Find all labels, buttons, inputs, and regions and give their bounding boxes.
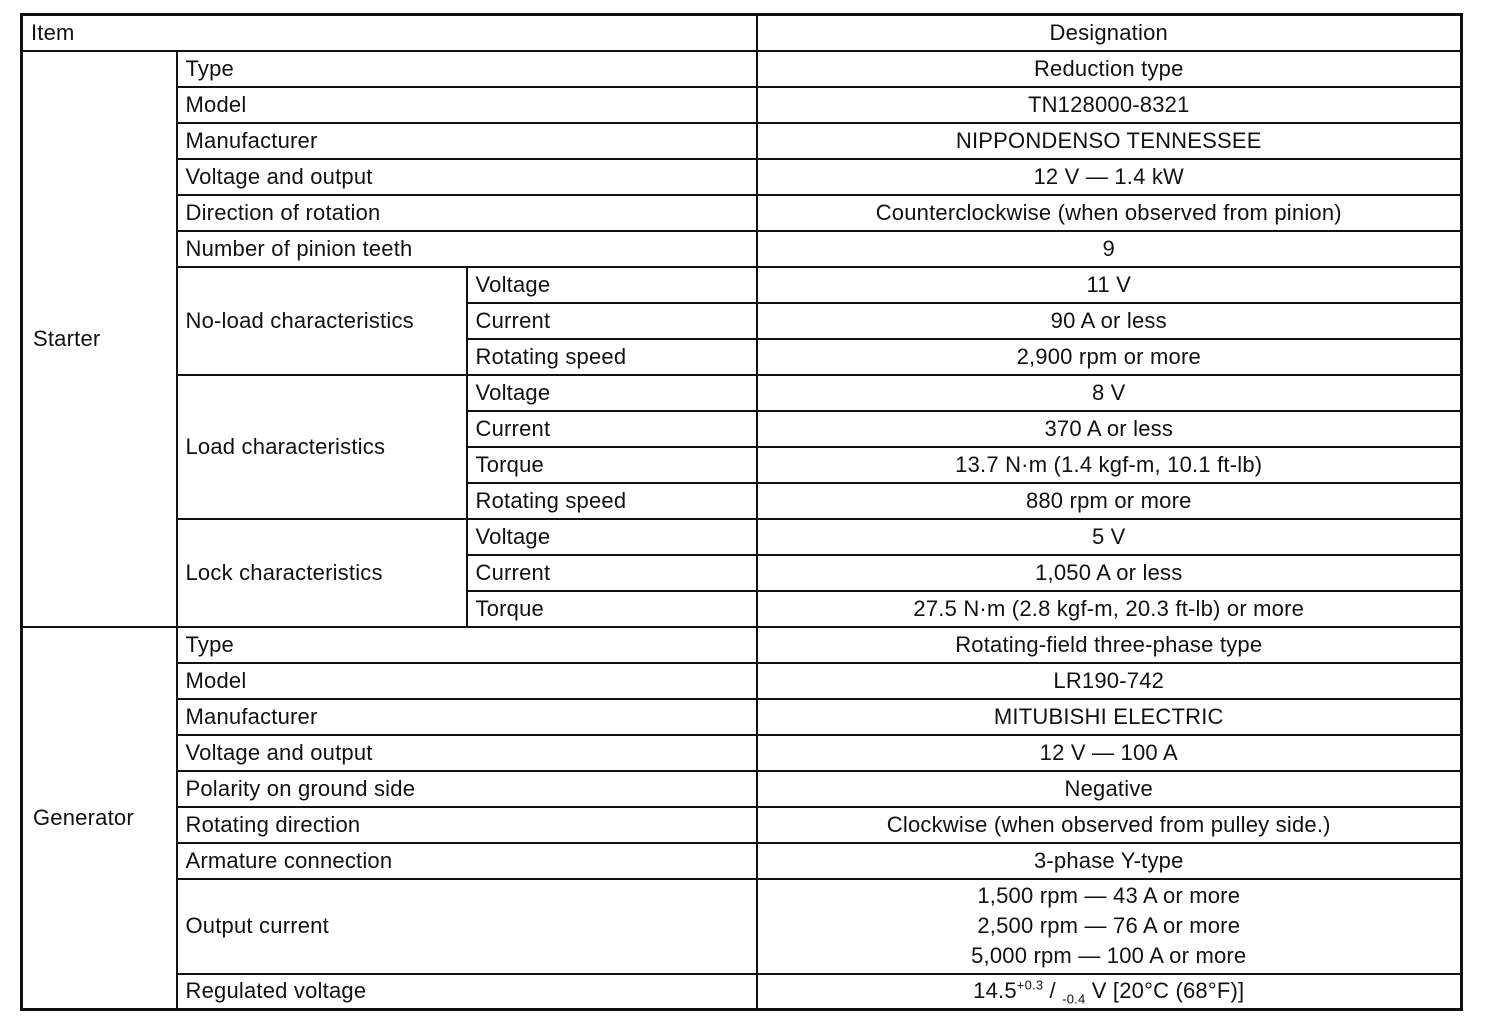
- row-value: TN128000-8321: [757, 87, 1462, 123]
- row-value: 5 V: [757, 519, 1462, 555]
- sub-row-label: Current: [467, 303, 757, 339]
- row-value: 90 A or less: [757, 303, 1462, 339]
- sub-row-label: Current: [467, 411, 757, 447]
- header-row: [22, 15, 1462, 51]
- row-value: Negative: [757, 771, 1462, 807]
- row-value: LR190-742: [757, 663, 1462, 699]
- row-value: 12 V — 100 A: [757, 735, 1462, 771]
- row-value: MITUBISHI ELECTRIC: [757, 699, 1462, 735]
- row-label: Rotating direction: [177, 807, 757, 843]
- lock-characteristics-label: Lock characteristics: [177, 519, 467, 627]
- regulated-voltage-tolerance-plus: +0.3: [1016, 977, 1044, 993]
- table-row: [22, 267, 1462, 303]
- table-row: [22, 195, 1462, 231]
- row-value: 880 rpm or more: [757, 483, 1462, 519]
- row-label: Armature connection: [177, 843, 757, 879]
- row-value: 2,900 rpm or more: [757, 339, 1462, 375]
- row-value: Reduction type: [757, 51, 1462, 87]
- specifications-table: [20, 13, 1463, 1011]
- no-load-characteristics-label: No-load characteristics: [177, 267, 467, 375]
- output-current-line: 5,000 rpm — 100 A or more: [971, 943, 1247, 968]
- table-row: [22, 519, 1462, 555]
- output-current-value: [757, 879, 1462, 974]
- table-row: [22, 699, 1462, 735]
- table-row: [22, 51, 1462, 87]
- row-value: Counterclockwise (when observed from pinion): [757, 195, 1462, 231]
- regulated-voltage-value: [757, 974, 1462, 1010]
- row-value: 11 V: [757, 267, 1462, 303]
- table-row: [22, 771, 1462, 807]
- sub-row-label: Torque: [467, 447, 757, 483]
- row-value: 370 A or less: [757, 411, 1462, 447]
- table-row: [22, 87, 1462, 123]
- row-value: 9: [757, 231, 1462, 267]
- table-row: [22, 663, 1462, 699]
- table-row: [22, 375, 1462, 411]
- row-label: Polarity on ground side: [177, 771, 757, 807]
- table-row: [22, 159, 1462, 195]
- row-label: Voltage and output: [177, 159, 757, 195]
- row-value: 12 V — 1.4 kW: [757, 159, 1462, 195]
- row-value: Rotating-field three-phase type: [757, 627, 1462, 663]
- output-current-line: 2,500 rpm — 76 A or more: [977, 913, 1241, 938]
- load-characteristics-label: Load characteristics: [177, 375, 467, 519]
- sub-row-label: Voltage: [467, 375, 757, 411]
- row-value: Clockwise (when observed from pulley side.): [757, 807, 1462, 843]
- row-label: Type: [177, 51, 757, 87]
- generator-group-label: Generator: [22, 627, 177, 1010]
- row-label: Voltage and output: [177, 735, 757, 771]
- table-row: [22, 879, 1462, 974]
- output-current-line: 1,500 rpm — 43 A or more: [977, 883, 1241, 908]
- sub-row-label: Current: [467, 555, 757, 591]
- regulated-voltage-tolerance-minus: -0.4: [1062, 991, 1086, 1007]
- regulated-voltage-separator: /: [1043, 978, 1063, 1004]
- row-label: Manufacturer: [177, 699, 757, 735]
- row-label: Manufacturer: [177, 123, 757, 159]
- row-label: Model: [177, 663, 757, 699]
- sub-row-label: Rotating speed: [467, 483, 757, 519]
- row-value: 27.5 N·m (2.8 kgf-m, 20.3 ft-lb) or more: [757, 591, 1462, 627]
- sub-row-label: Voltage: [467, 267, 757, 303]
- table-row: [22, 807, 1462, 843]
- sub-row-label: Voltage: [467, 519, 757, 555]
- table-row: [22, 843, 1462, 879]
- row-value: 8 V: [757, 375, 1462, 411]
- table-row: [22, 627, 1462, 663]
- row-label: Regulated voltage: [177, 974, 757, 1010]
- regulated-voltage-base: 14.5: [973, 978, 1017, 1004]
- header-designation: Designation: [757, 15, 1462, 51]
- table-row: [22, 123, 1462, 159]
- row-value: NIPPONDENSO TENNESSEE: [757, 123, 1462, 159]
- sub-row-label: Rotating speed: [467, 339, 757, 375]
- row-label: Number of pinion teeth: [177, 231, 757, 267]
- starter-group-label: Starter: [22, 51, 177, 627]
- row-label: Output current: [177, 879, 757, 974]
- regulated-voltage-suffix: V [20°C (68°F)]: [1085, 978, 1245, 1004]
- row-label: Direction of rotation: [177, 195, 757, 231]
- row-value: 13.7 N·m (1.4 kgf-m, 10.1 ft-lb): [757, 447, 1462, 483]
- table-row: [22, 231, 1462, 267]
- row-value: 1,050 A or less: [757, 555, 1462, 591]
- header-item: Item: [22, 15, 757, 51]
- row-label: Type: [177, 627, 757, 663]
- sub-row-label: Torque: [467, 591, 757, 627]
- row-value: 3-phase Y-type: [757, 843, 1462, 879]
- table-row: [22, 735, 1462, 771]
- row-label: Model: [177, 87, 757, 123]
- table-row: [22, 974, 1462, 1010]
